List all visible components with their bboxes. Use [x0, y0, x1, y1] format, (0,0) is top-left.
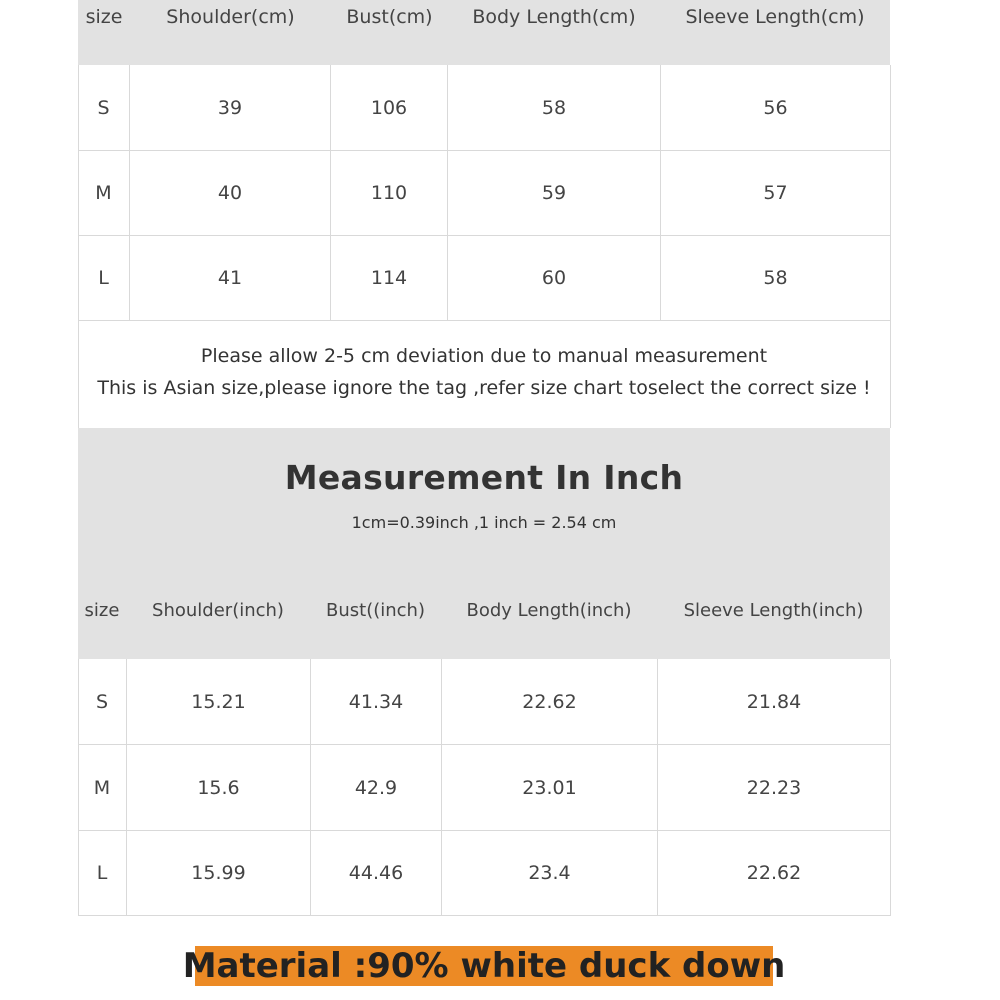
- inch-cell-sleeve-length: 21.84: [746, 691, 802, 713]
- inch-cell-body-length: 23.01: [522, 776, 577, 799]
- cm-header-body-length: Body Length(cm): [472, 6, 636, 28]
- cm-cell-shoulder: 40: [217, 182, 243, 204]
- conversion-note: 1cm=0.39inch ,1 inch = 2.54 cm: [351, 513, 617, 532]
- cm-row-divider: [78, 320, 890, 321]
- inch-header-bust: Bust((inch): [326, 599, 425, 621]
- inch-cell-sleeve-length: 22.62: [746, 862, 802, 884]
- inch-cell-bust: 41.34: [348, 691, 404, 713]
- cm-header-sleeve-length: Sleeve Length(cm): [685, 6, 865, 28]
- inch-cell-body-length: 23.4: [528, 862, 571, 884]
- asian-size-note: This is Asian size,please ignore the tag ,refer size chart toselect the correct size !: [97, 377, 871, 399]
- inch-border-bottom: [78, 915, 891, 916]
- inch-header-sleeve-length: Sleeve Length(inch): [683, 599, 864, 621]
- inch-cell-size: S: [95, 691, 109, 713]
- cm-cell-sleeve-length: 57: [763, 182, 788, 204]
- inch-cell-bust: 44.46: [348, 862, 404, 884]
- cm-header-bust: Bust(cm): [346, 6, 433, 28]
- cm-cell-body-length: 60: [541, 267, 567, 289]
- cm-cell-size: S: [97, 97, 110, 119]
- cm-cell-shoulder: 41: [217, 267, 243, 289]
- inch-cell-shoulder: 15.99: [191, 862, 246, 884]
- cm-header-shoulder: Shoulder(cm): [166, 6, 295, 28]
- cm-cell-shoulder: 39: [217, 97, 243, 119]
- inch-cell-body-length: 22.62: [522, 691, 577, 713]
- deviation-note: Please allow 2-5 cm deviation due to manual measurement: [200, 345, 768, 367]
- cm-cell-size: L: [98, 267, 109, 289]
- cm-cell-sleeve-length: 56: [763, 97, 788, 119]
- cm-cell-size: M: [95, 182, 112, 204]
- cm-cell-bust: 106: [370, 97, 408, 119]
- inch-header-body-length: Body Length(inch): [466, 599, 632, 621]
- inch-section-title: Measurement In Inch: [284, 458, 684, 497]
- inch-cell-shoulder: 15.6: [197, 776, 240, 799]
- inch-border-right: [890, 659, 891, 916]
- inch-cell-sleeve-length: 22.23: [746, 776, 802, 799]
- inch-header-size: size: [84, 599, 120, 621]
- cm-cell-sleeve-length: 58: [763, 267, 788, 289]
- cm-cell-body-length: 59: [541, 182, 567, 204]
- cm-header-size: size: [85, 6, 123, 28]
- inch-cell-shoulder: 15.21: [191, 691, 246, 713]
- cm-cell-bust: 110: [370, 182, 408, 204]
- inch-header-shoulder: Shoulder(inch): [152, 599, 284, 621]
- cm-border-right: [890, 65, 891, 428]
- inch-cell-size: M: [93, 776, 111, 799]
- note-border-left: [78, 321, 79, 428]
- inch-cell-bust: 42.9: [354, 776, 398, 799]
- cm-cell-bust: 114: [370, 267, 408, 289]
- inch-cell-size: L: [96, 862, 108, 884]
- material-banner: Material :90% white duck down: [182, 946, 786, 986]
- cm-cell-body-length: 58: [541, 97, 567, 119]
